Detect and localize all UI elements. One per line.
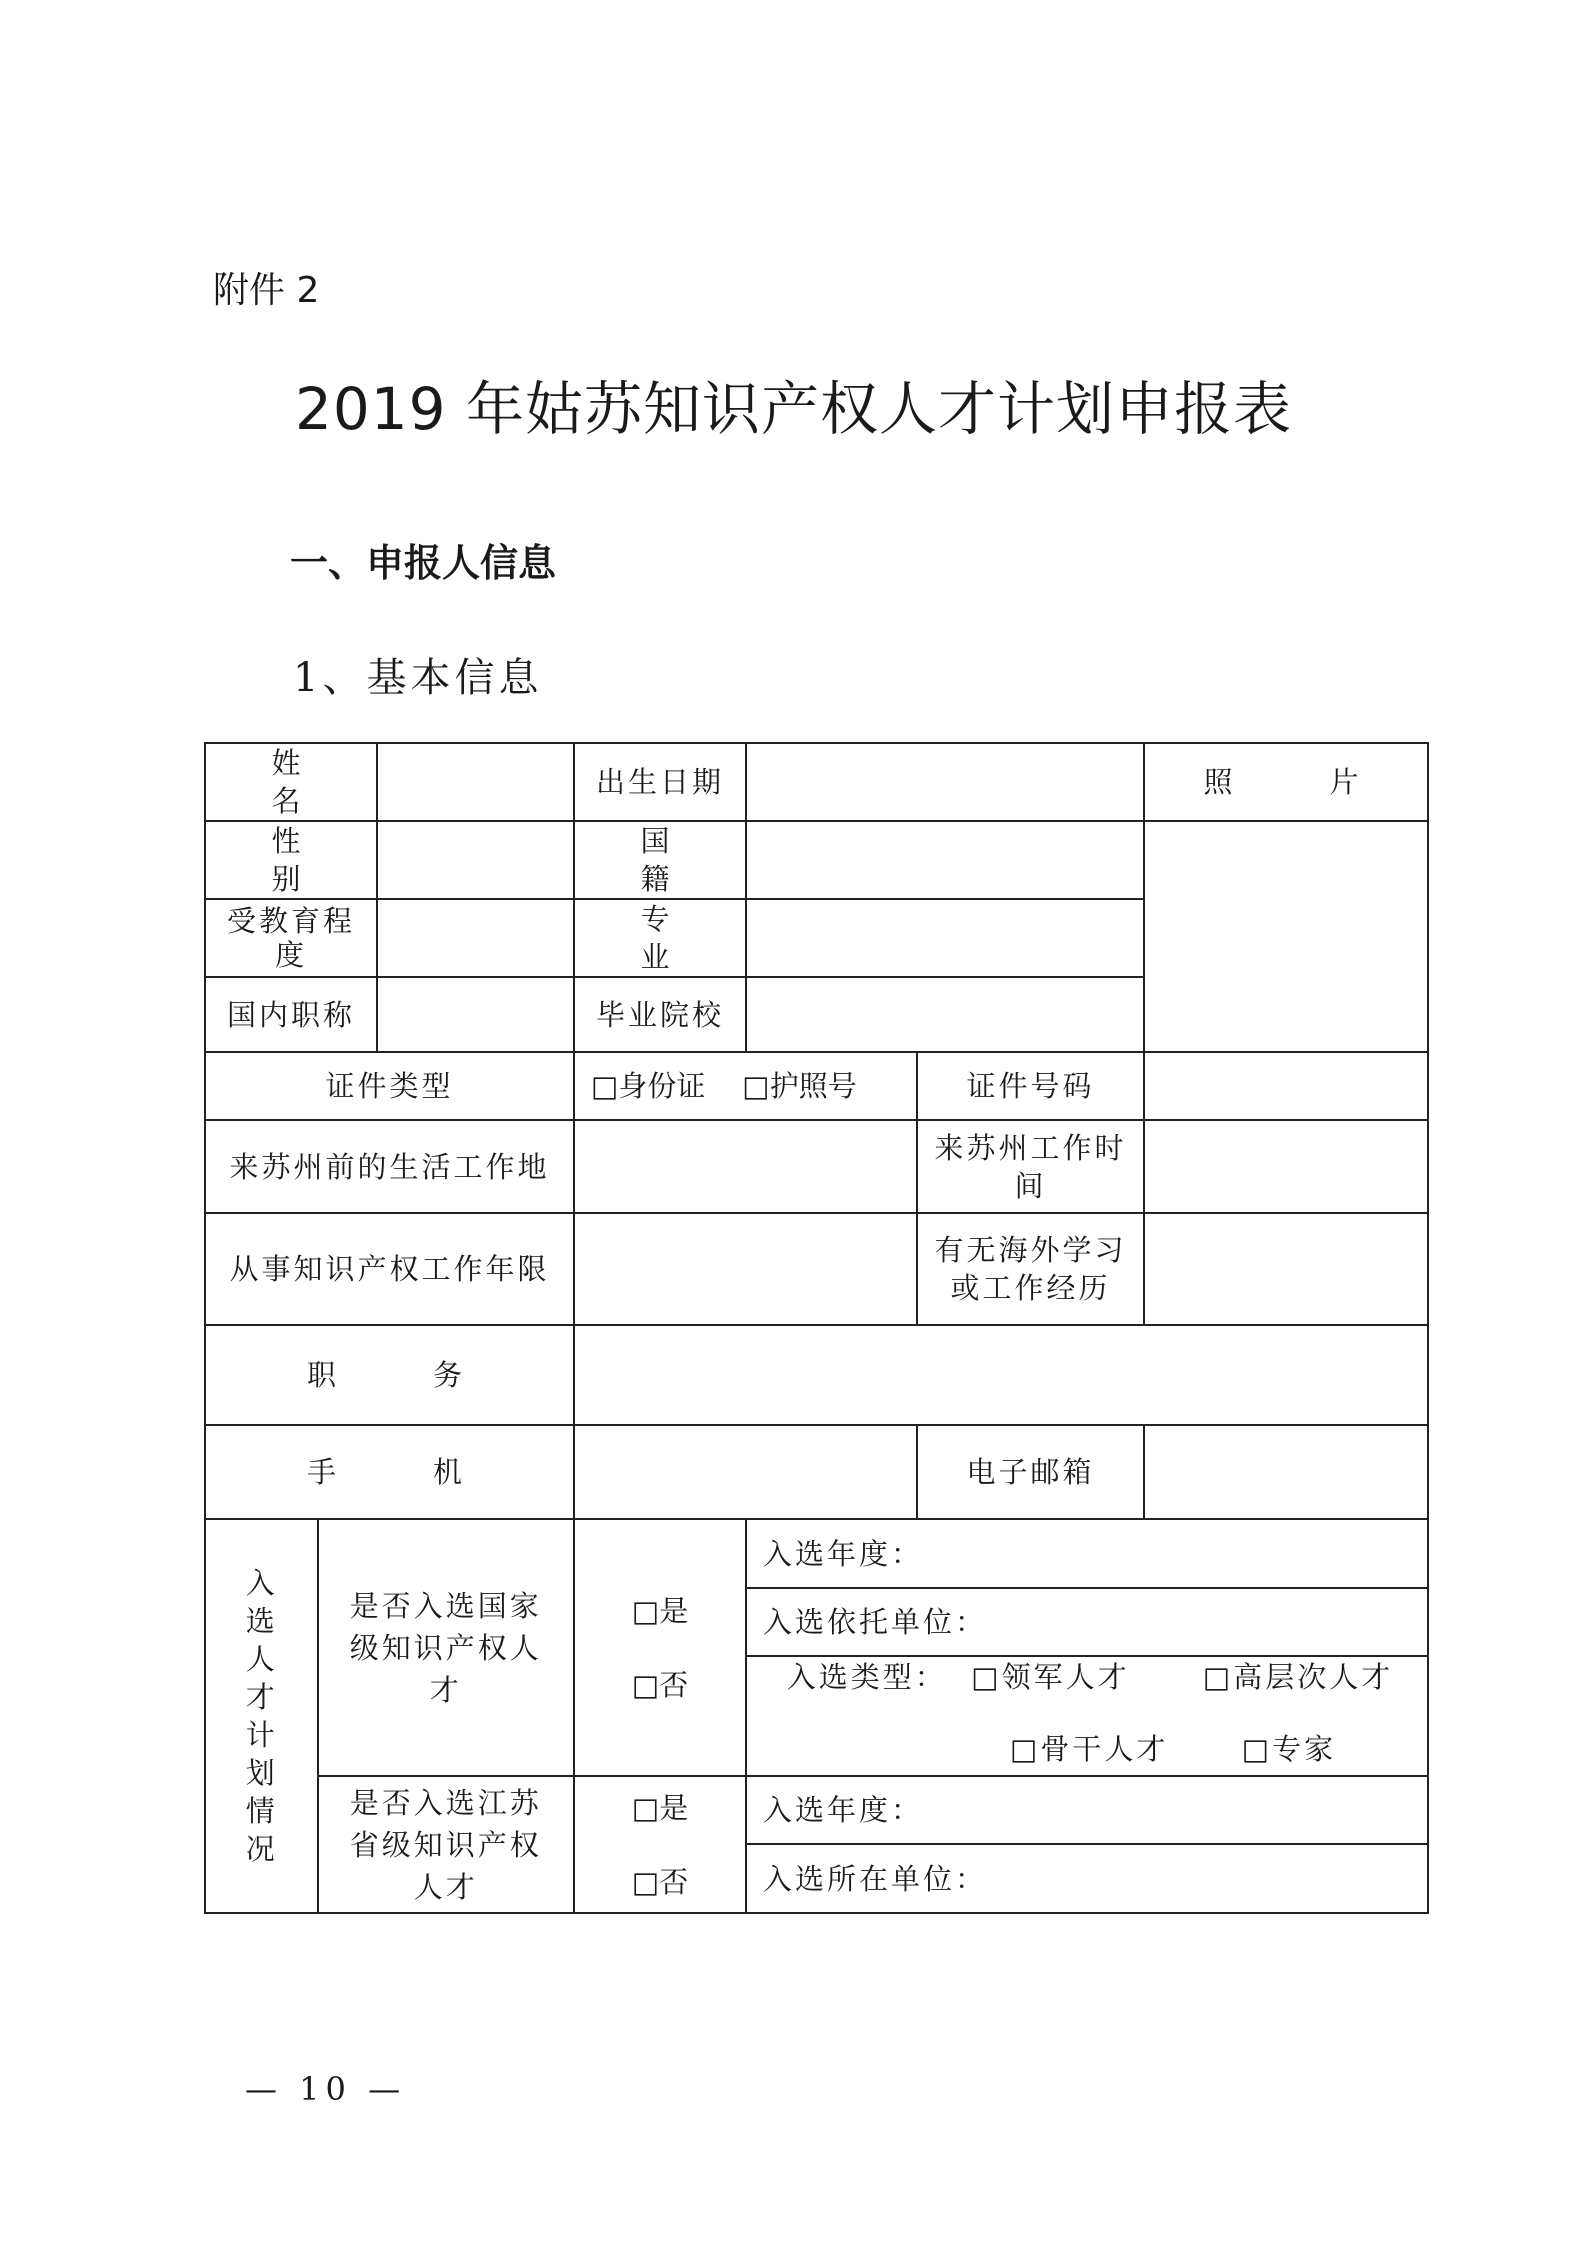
type-expert-option[interactable]: □专家: [1241, 1732, 1337, 1766]
overseas-label: 有无海外学习或工作经历: [917, 1213, 1144, 1325]
id-number-label: 证件号码: [917, 1052, 1144, 1120]
suzhou-time-label: 来苏州工作时间: [917, 1120, 1144, 1213]
phone-input[interactable]: [574, 1425, 917, 1519]
nationality-input[interactable]: [746, 821, 1144, 899]
national-no-option[interactable]: □否: [631, 1667, 689, 1702]
type-leader-option[interactable]: □领军人才: [971, 1660, 1130, 1694]
id-option-idcard[interactable]: □身份证: [591, 1069, 706, 1103]
professional-title-input[interactable]: [377, 977, 574, 1052]
prior-location-label: 来苏州前的生活工作地: [205, 1120, 574, 1213]
name-label: 姓 名: [205, 743, 377, 821]
province-no-option[interactable]: □否: [631, 1864, 689, 1899]
nationality-label: 国 籍: [574, 821, 746, 899]
prior-location-input[interactable]: [574, 1120, 917, 1213]
gender-input[interactable]: [377, 821, 574, 899]
document-title: 2019 年姑苏知识产权人才计划申报表: [294, 375, 1293, 443]
professional-title-label: 国内职称: [205, 977, 377, 1052]
province-choice: [574, 1776, 746, 1913]
national-unit-field[interactable]: 入选依托单位：: [746, 1588, 1428, 1656]
page-number: — 10 —: [245, 2070, 407, 2108]
id-type-options: [574, 1052, 917, 1120]
subsection-heading: 1、基本信息: [293, 655, 543, 701]
national-year-field[interactable]: 入选年度：: [746, 1519, 1428, 1588]
major-label: 专 业: [574, 899, 746, 977]
overseas-input[interactable]: [1144, 1213, 1428, 1325]
education-input[interactable]: [377, 899, 574, 977]
national-yes-option[interactable]: □是: [631, 1593, 689, 1628]
national-choice: [574, 1519, 746, 1776]
national-question-label: 是否入选国家级知识产权人才: [318, 1519, 574, 1776]
phone-label: 手 机: [205, 1425, 574, 1519]
email-input[interactable]: [1144, 1425, 1428, 1519]
id-option-passport[interactable]: □护照号: [742, 1069, 857, 1103]
major-input[interactable]: [746, 899, 1144, 977]
birthdate-label: 出生日期: [574, 743, 746, 821]
section-heading: 一、申报人信息: [290, 541, 557, 585]
ip-years-input[interactable]: [574, 1213, 917, 1325]
province-question-label: 是否入选江苏省级知识产权人才: [318, 1776, 574, 1913]
name-input[interactable]: [377, 743, 574, 821]
ip-years-label: 从事知识产权工作年限: [205, 1213, 574, 1325]
photo-label: 照 片: [1144, 743, 1428, 821]
attachment-label: 附件 2: [213, 270, 320, 311]
position-label: 职 务: [205, 1325, 574, 1425]
national-type-label: 入选类型：: [786, 1660, 947, 1694]
type-high-level-option[interactable]: □高层次人才: [1202, 1660, 1394, 1694]
application-form-table: [204, 742, 1429, 1914]
id-number-input[interactable]: [1144, 1052, 1428, 1120]
type-backbone-option[interactable]: □骨干人才: [1009, 1732, 1169, 1766]
photo-area[interactable]: [1144, 821, 1428, 1052]
province-year-field[interactable]: 入选年度：: [746, 1776, 1428, 1844]
position-input[interactable]: [574, 1325, 1428, 1425]
province-yes-option[interactable]: □是: [631, 1790, 689, 1825]
email-label: 电子邮箱: [917, 1425, 1144, 1519]
education-label: 受教育程度: [205, 899, 377, 977]
school-input[interactable]: [746, 977, 1144, 1052]
national-type-field: [746, 1656, 1428, 1776]
birthdate-input[interactable]: [746, 743, 1144, 821]
id-type-label: 证件类型: [205, 1052, 574, 1120]
province-unit-field[interactable]: 入选所在单位：: [746, 1844, 1428, 1913]
gender-label: 性 别: [205, 821, 377, 899]
suzhou-time-input[interactable]: [1144, 1120, 1428, 1213]
selection-status-label: 入选人才计划情况: [205, 1519, 318, 1913]
school-label: 毕业院校: [574, 977, 746, 1052]
